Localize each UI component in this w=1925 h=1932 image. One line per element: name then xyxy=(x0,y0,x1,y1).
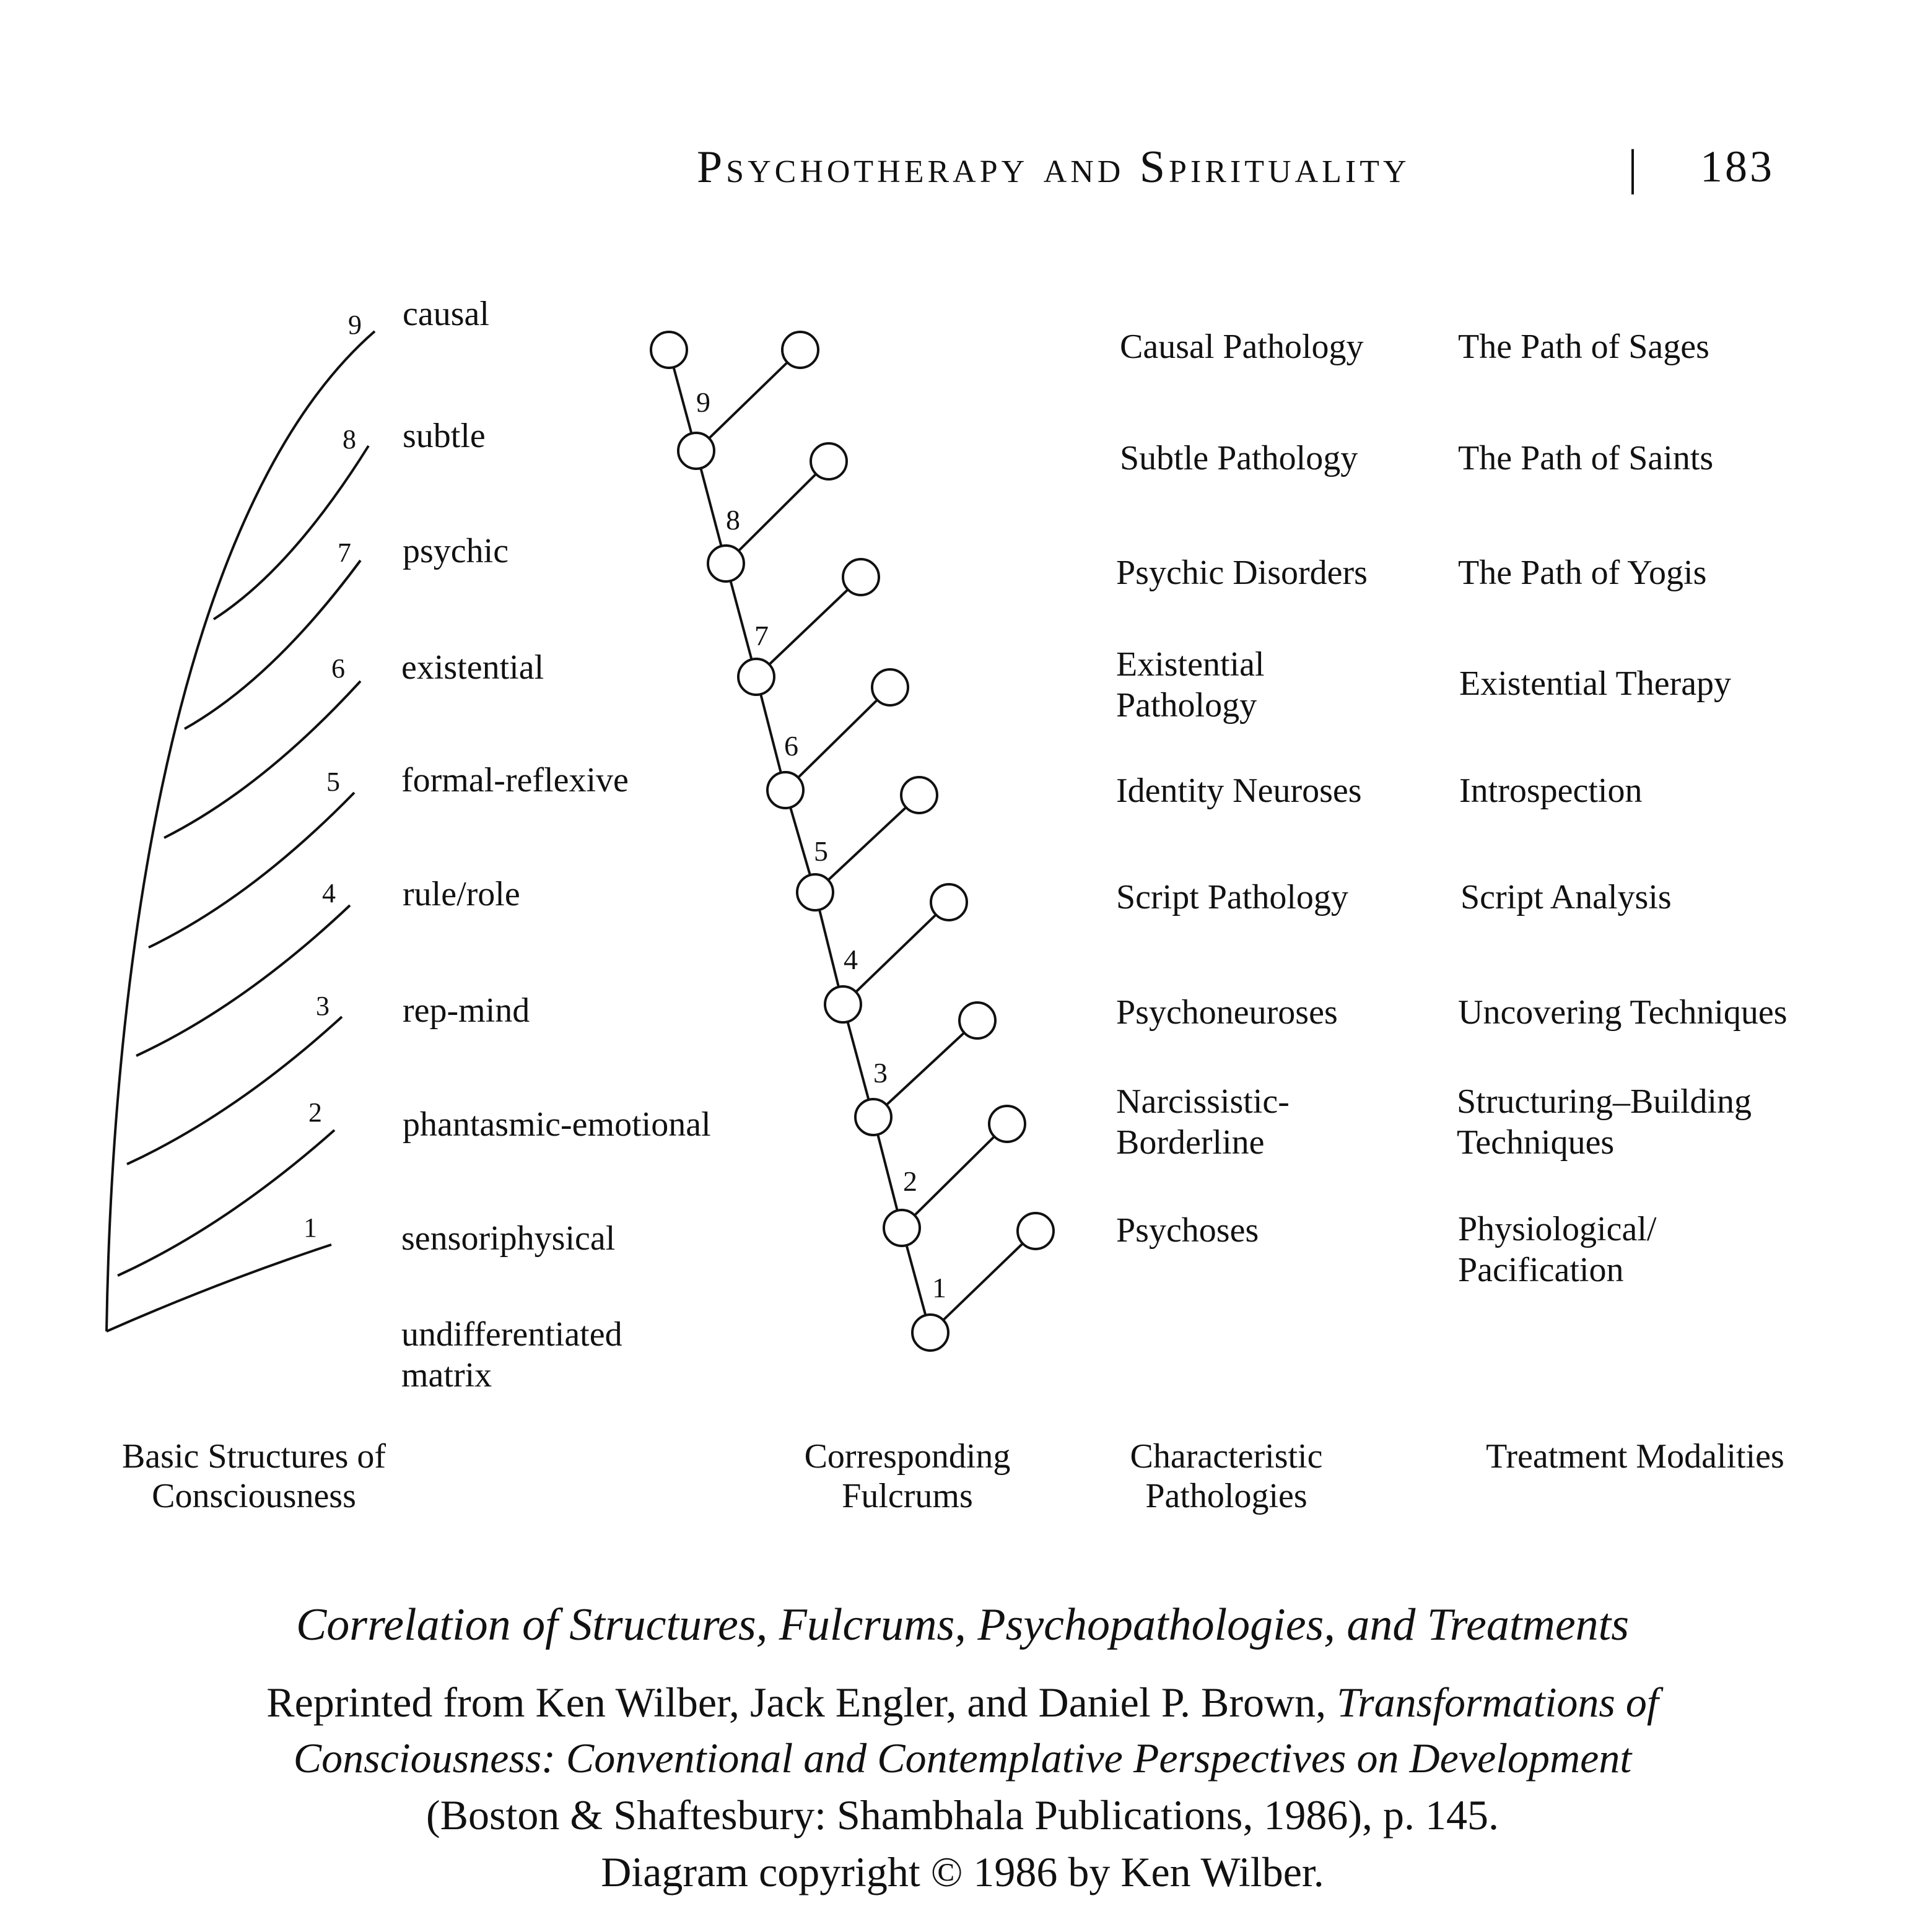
fulcrum-node xyxy=(912,1315,948,1351)
structure-branch-line xyxy=(214,446,369,619)
structure-lines xyxy=(107,331,375,1331)
fulcrum-number-6: 6 xyxy=(784,730,798,762)
fulcrum-branch-node xyxy=(1018,1213,1054,1249)
structure-num-4: 4 xyxy=(322,878,336,908)
structure-label-phantasmic-emotional: phantasmic-emotional xyxy=(403,1105,711,1144)
reference-line-3: (Boston & Shaftesbury: Shambhala Publications, 1986), p. 145. xyxy=(426,1791,1499,1838)
fulcrum-branch-node xyxy=(989,1106,1025,1142)
reference-line-2: Consciousness: Conventional and Contemplative Perspectives on Development xyxy=(293,1734,1632,1782)
fulcrum-node xyxy=(797,874,833,910)
fulcrum-branch-line xyxy=(756,577,861,677)
treatment-existential-therapy: Existential Therapy xyxy=(1459,664,1732,703)
fulcrum-branch-line xyxy=(902,1124,1007,1228)
fulcrum-number-7: 7 xyxy=(754,620,769,651)
reference-title-part-1: Transformations of xyxy=(1337,1679,1659,1726)
column-header-structures: Basic Structures of Consciousness xyxy=(121,1437,386,1516)
fulcrum-branch-line xyxy=(785,687,890,790)
structure-num-7: 7 xyxy=(338,537,351,568)
structure-label-rule-role: rule/role xyxy=(403,875,520,913)
fulcrum-number-labels xyxy=(696,386,946,1303)
matrix-label: undifferentiated matrix xyxy=(401,1315,622,1395)
fulcrum-number-5: 5 xyxy=(814,835,828,867)
structures-trunk-line xyxy=(107,331,375,1331)
pathology-narcissistic-borderline: Narcissistic-Borderline xyxy=(1116,1082,1290,1162)
fulcrum-branch-node xyxy=(811,443,847,479)
pathology-script: Script Pathology xyxy=(1116,878,1348,916)
running-head-separator: | xyxy=(1628,141,1641,195)
pathology-psychoneuroses: Psychoneuroses xyxy=(1116,993,1338,1032)
treatment-uncovering-techniques: Uncovering Techniques xyxy=(1458,993,1788,1032)
structure-branch-line xyxy=(136,905,350,1056)
page-number: 183 xyxy=(1700,142,1774,191)
column-header-treatments: Treatment Modalities xyxy=(1486,1437,1784,1476)
fulcrum-branch-line xyxy=(726,461,829,564)
fulcrum-node xyxy=(738,659,774,695)
fulcrum-branch-node xyxy=(901,777,937,813)
column-header-pathologies: Characteristic Pathologies xyxy=(1130,1437,1323,1516)
structure-num-9: 9 xyxy=(348,310,362,340)
treatment-structuring-building: Structuring–Building Techniques xyxy=(1457,1082,1752,1162)
pathology-subtle: Subtle Pathology xyxy=(1120,439,1358,477)
treatment-path-of-sages: The Path of Sages xyxy=(1458,328,1709,366)
treatment-introspection: Introspection xyxy=(1459,772,1643,810)
fulcrum-branch-node xyxy=(872,669,908,705)
structure-label-formal-reflexive: formal-reflexive xyxy=(401,761,629,799)
copyright-line: Diagram copyright © 1986 by Ken Wilber. xyxy=(601,1848,1324,1895)
fulcrum-node xyxy=(825,986,861,1022)
structure-num-8: 8 xyxy=(343,424,356,455)
fulcrum-number-4: 4 xyxy=(844,944,858,975)
fulcrum-number-8: 8 xyxy=(726,504,740,536)
fulcrum-node xyxy=(884,1210,920,1246)
fulcrum-branch-node xyxy=(959,1003,995,1038)
fulcrum-branch-node xyxy=(843,559,879,595)
fulcrum-branch-node xyxy=(782,332,818,368)
fulcrum-branch-line xyxy=(815,795,919,892)
treatment-path-of-yogis: The Path of Yogis xyxy=(1458,554,1707,592)
pathology-psychoses: Psychoses xyxy=(1116,1211,1259,1250)
fulcrum-number-3: 3 xyxy=(873,1057,888,1089)
structure-label-psychic: psychic xyxy=(403,532,509,570)
structure-num-2: 2 xyxy=(308,1097,322,1128)
structure-label-subtle: subtle xyxy=(403,417,486,455)
fulcrum-number-2: 2 xyxy=(903,1165,917,1197)
fulcrum-number-9: 9 xyxy=(696,386,710,418)
structure-label-rep-mind: rep-mind xyxy=(403,991,530,1030)
column-header-fulcrums: Corresponding Fulcrums xyxy=(804,1437,1011,1516)
treatment-physiological-pacification: Physiological/ Pacification xyxy=(1458,1210,1657,1290)
structure-branch-line xyxy=(149,793,354,947)
structure-label-existential: existential xyxy=(401,648,544,687)
fulcrum-node xyxy=(651,332,687,368)
fulcrum-branch-line xyxy=(843,902,949,1004)
pathology-existential: Existential Pathology xyxy=(1116,645,1265,725)
pathology-identity: Identity Neuroses xyxy=(1116,772,1362,810)
fulcrum-branch-line xyxy=(696,350,800,451)
treatment-path-of-saints: The Path of Saints xyxy=(1458,439,1714,477)
fulcrum-circles xyxy=(651,332,1054,1351)
fulcrum-node xyxy=(678,433,714,469)
fulcrum-number-1: 1 xyxy=(932,1272,946,1303)
reference-line-1 xyxy=(0,1678,1925,1726)
structure-label-sensoriphysical: sensoriphysical xyxy=(401,1219,616,1258)
fulcrum-node xyxy=(708,546,744,581)
structure-num-1: 1 xyxy=(303,1212,317,1243)
figure-caption: Correlation of Structures, Fulcrums, Psychopathologies, and Treatments xyxy=(295,1599,1630,1650)
structure-num-6: 6 xyxy=(331,653,345,684)
fulcrum-lines xyxy=(669,350,1036,1333)
structure-branch-line xyxy=(107,1245,331,1331)
pathology-causal: Causal Pathology xyxy=(1120,328,1364,366)
fulcrum-branch-node xyxy=(931,884,967,920)
fulcrum-node xyxy=(767,772,803,808)
structure-branch-line xyxy=(185,560,360,729)
fulcrum-node xyxy=(855,1099,891,1135)
fulcrum-branch-line xyxy=(873,1020,977,1117)
structure-branch-line xyxy=(127,1017,342,1164)
running-head-title: Psychotherapy and Spirituality xyxy=(697,142,1410,193)
treatment-script-analysis: Script Analysis xyxy=(1460,878,1672,916)
structure-num-3: 3 xyxy=(316,991,330,1021)
structure-num-5: 5 xyxy=(326,767,340,797)
structure-label-causal: causal xyxy=(403,295,489,333)
reference-prefix: Reprinted from Ken Wilber, Jack Engler, and Daniel P. Brown, xyxy=(266,1679,1337,1726)
pathology-psychic: Psychic Disorders xyxy=(1116,554,1368,592)
